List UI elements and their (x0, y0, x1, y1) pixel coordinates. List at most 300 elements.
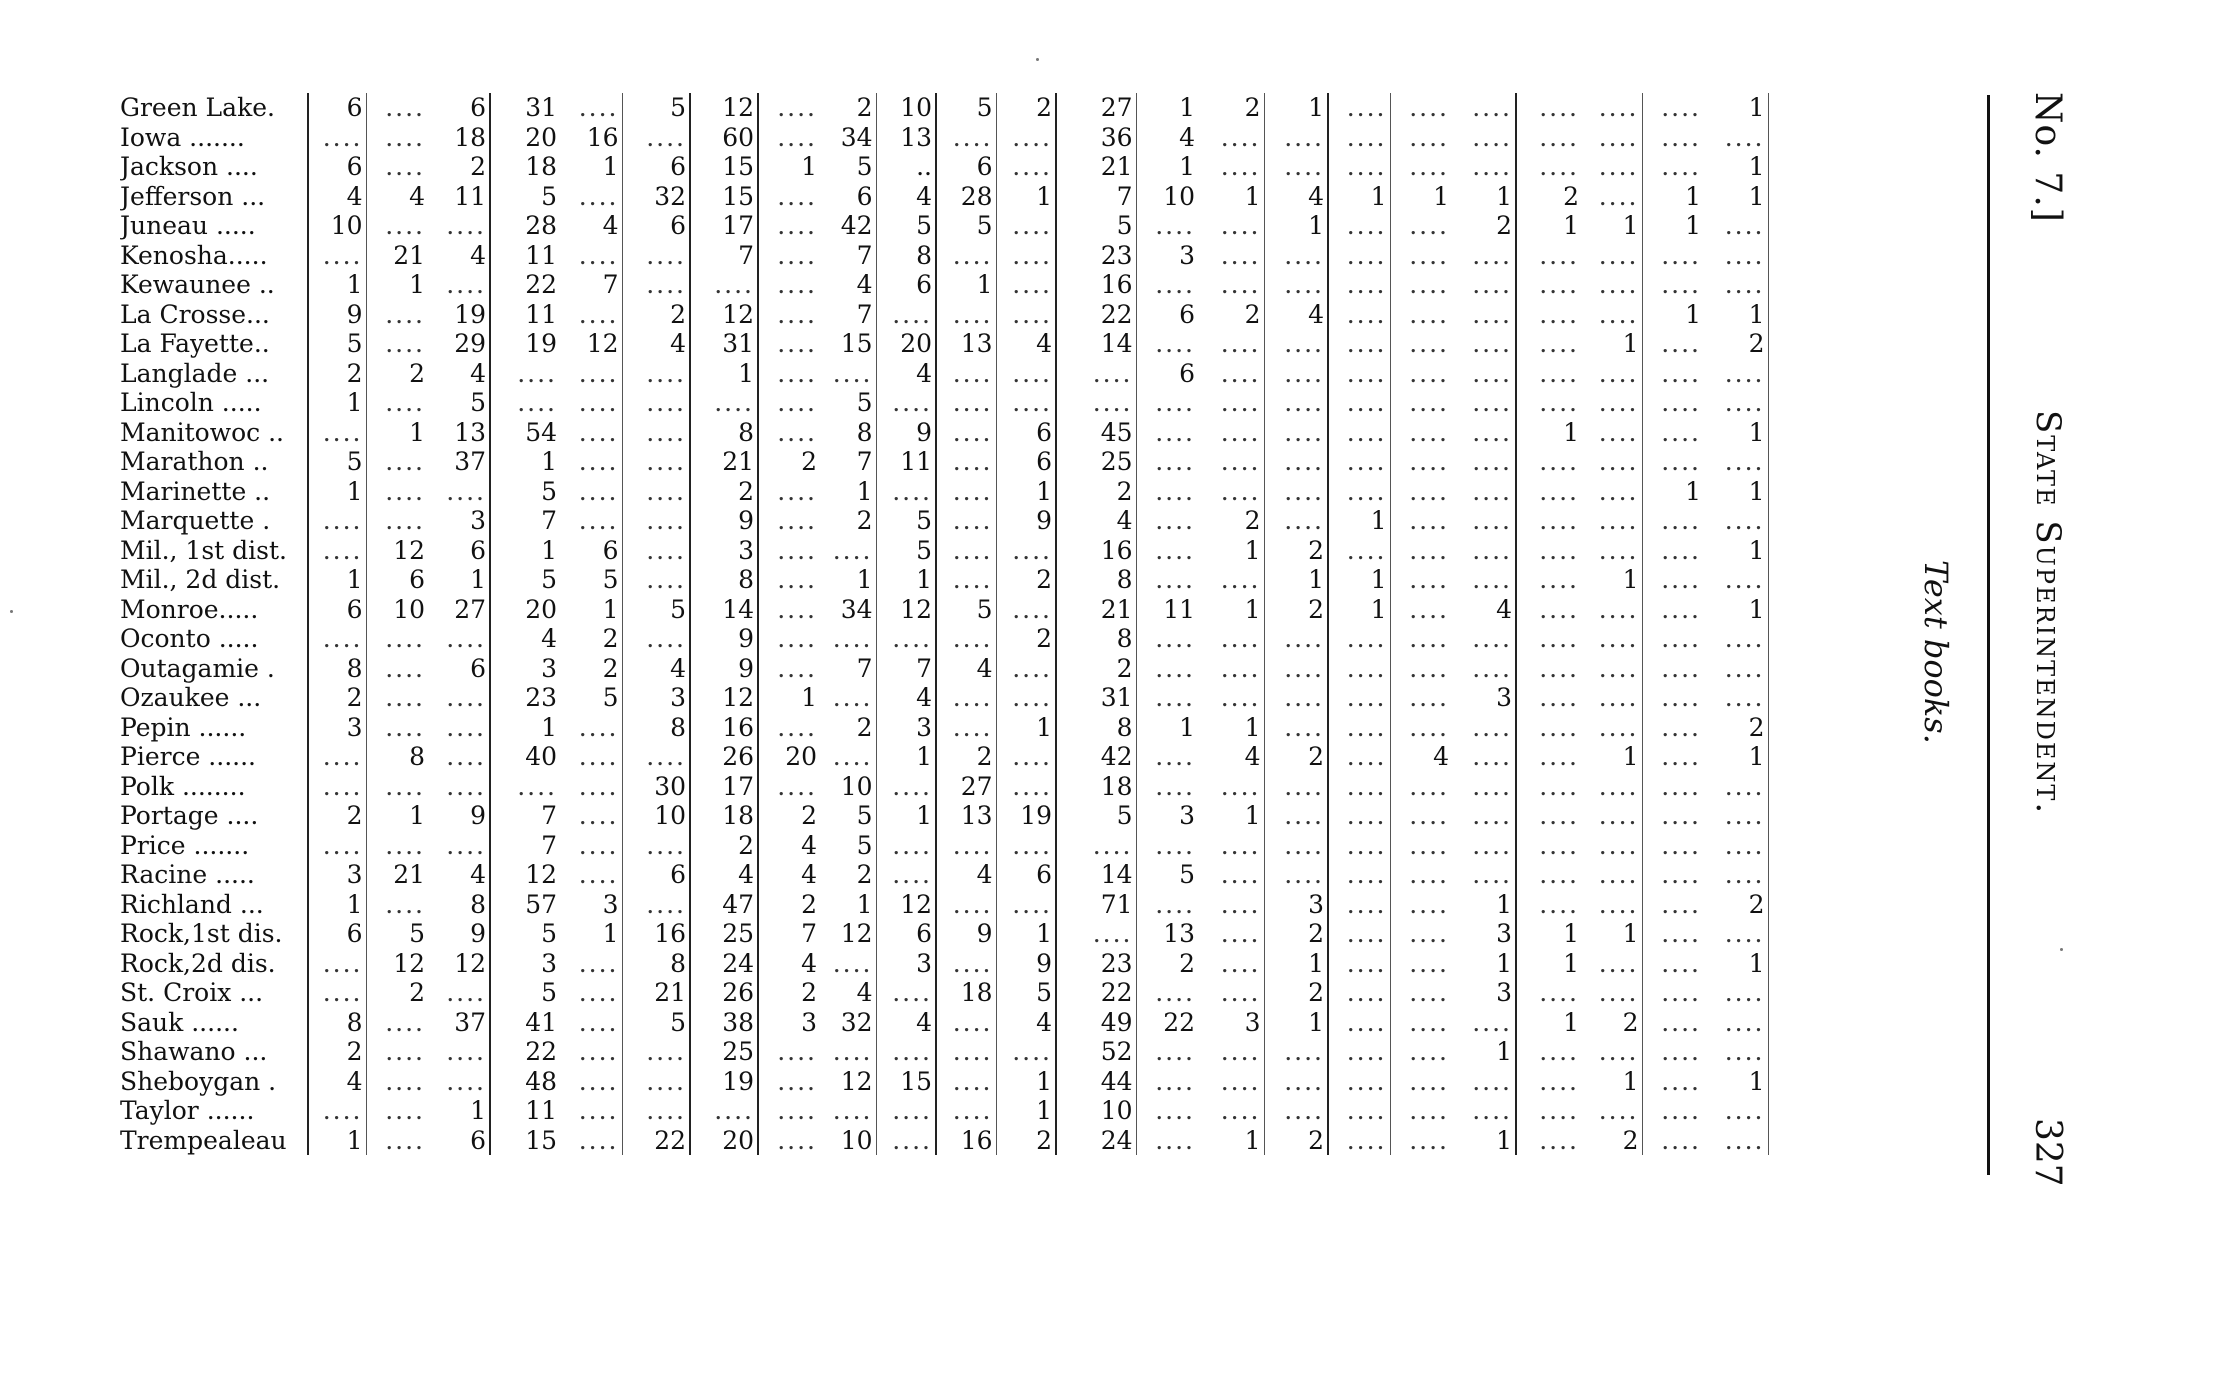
table-cell: 4 (801, 830, 817, 860)
table-cell (1136, 447, 1198, 477)
table-cell (1516, 1037, 1582, 1067)
table-cell (758, 1037, 820, 1067)
table-cell (490, 359, 560, 389)
table-cell (622, 1037, 690, 1067)
table-cell: 12 (690, 300, 758, 330)
table-cell (1582, 595, 1642, 625)
table-cell (1264, 241, 1328, 271)
table-cell: 1 (876, 565, 936, 595)
table-cell (1198, 890, 1264, 920)
table-cell: 4 (820, 270, 876, 300)
table-cell: 41 (525, 1007, 557, 1037)
table-cell: 27 (936, 772, 996, 802)
table-cell: 9 (690, 624, 758, 654)
table-cell: 6 (428, 536, 490, 566)
table-cell: 12 (876, 890, 936, 920)
table-cell: 2 (308, 801, 366, 831)
table-cell (1452, 565, 1516, 595)
table-cell (1452, 624, 1516, 654)
table-cell (1704, 211, 1768, 241)
county-name: Portage .... (120, 801, 308, 831)
table-cell: 1 (1582, 1067, 1642, 1097)
table-cell: 1 (1452, 182, 1516, 212)
table-cell: 13 (1163, 919, 1195, 948)
table-cell (560, 1037, 622, 1067)
table-cell (1198, 359, 1264, 389)
county-name: Racine ..... (120, 860, 308, 890)
table-cell (1642, 1067, 1704, 1097)
table-row (120, 919, 1768, 949)
table-cell: 1 (308, 388, 366, 418)
table-cell (1198, 565, 1264, 595)
table-row (120, 624, 1768, 654)
table-cell: 5 (996, 978, 1056, 1008)
table-cell: 8 (308, 1008, 366, 1038)
table-cell (1198, 860, 1264, 890)
table-cell (1642, 447, 1704, 477)
county-name: Manitowoc .. (120, 418, 308, 448)
table-cell: 1 (1264, 1008, 1328, 1038)
table-cell: 5 (541, 919, 557, 948)
table-cell: 1 (1563, 948, 1579, 978)
table-cell: 2 (308, 683, 366, 713)
table-cell (1390, 860, 1452, 890)
table-cell: 21 (393, 240, 425, 270)
table-cell (622, 1067, 690, 1097)
table-cell (428, 1037, 490, 1067)
table-cell (1198, 418, 1264, 448)
table-cell: 21 (393, 860, 425, 889)
table-cell: 8 (690, 418, 758, 448)
table-cell (622, 536, 690, 566)
table-cell (1452, 506, 1516, 536)
table-cell (1328, 270, 1390, 300)
table-cell: 2 (1582, 1126, 1642, 1156)
table-cell (876, 624, 936, 654)
table-cell (758, 359, 820, 389)
table-row (120, 565, 1768, 595)
table-cell (996, 772, 1056, 802)
table-cell: 10 (308, 211, 366, 241)
table-row (120, 270, 1768, 300)
table-row (120, 359, 1768, 389)
table-cell: 3 (876, 949, 936, 979)
table-cell: 54 (525, 417, 557, 447)
table-cell: 1 (1704, 1067, 1768, 1097)
table-cell (1582, 418, 1642, 448)
table-cell: 4 (409, 181, 425, 211)
table-cell (1390, 447, 1452, 477)
table-cell: 6 (622, 152, 690, 182)
table-cell (876, 1096, 936, 1126)
table-cell (1516, 152, 1582, 182)
table-cell (1264, 624, 1328, 654)
table-cell (366, 93, 428, 123)
table-cell (1390, 270, 1452, 300)
table-cell: 2 (690, 831, 758, 861)
table-cell (1390, 123, 1452, 153)
table-cell (936, 1037, 996, 1067)
table-cell (1056, 359, 1136, 389)
table-cell (622, 241, 690, 271)
table-cell: 31 (1056, 683, 1136, 713)
table-cell: 27 (428, 595, 490, 625)
table-cell (1582, 447, 1642, 477)
county-name: Polk ........ (120, 772, 308, 802)
table-cell: 2 (1198, 506, 1264, 536)
table-cell: 22 (1056, 300, 1136, 330)
table-cell: 6 (936, 152, 996, 182)
table-cell (1452, 772, 1516, 802)
county-name: St. Croix ... (120, 978, 308, 1008)
table-cell (366, 388, 428, 418)
table-cell (1328, 683, 1390, 713)
table-cell: 13 (936, 329, 996, 359)
table-cell: 15 (690, 152, 758, 182)
table-cell: 5 (1179, 860, 1195, 889)
table-cell (1328, 123, 1390, 153)
table-cell: 22 (525, 270, 557, 299)
table-cell: 6 (996, 418, 1056, 448)
table-cell: 1 (1582, 919, 1642, 949)
table-cell: 7 (820, 300, 876, 330)
table-cell (936, 949, 996, 979)
table-cell (1328, 978, 1390, 1008)
table-cell: 52 (1056, 1037, 1136, 1067)
table-cell: 5 (1056, 801, 1136, 831)
table-cell (758, 270, 820, 300)
table-cell: 6 (308, 595, 366, 625)
table-cell: 1 (1704, 949, 1768, 979)
table-cell: 5 (541, 476, 557, 506)
table-cell (308, 123, 366, 153)
table-cell (1452, 447, 1516, 477)
table-cell (1136, 683, 1198, 713)
table-cell: 37 (428, 447, 490, 477)
table-cell: 5 (308, 329, 366, 359)
table-cell: 22 (525, 1037, 557, 1066)
table-row (120, 477, 1768, 507)
table-cell (1516, 536, 1582, 566)
table-cell (758, 595, 820, 625)
table-cell: 7 (801, 919, 817, 948)
table-cell: 5 (820, 388, 876, 418)
table-cell: 26 (690, 978, 758, 1008)
table-cell (996, 241, 1056, 271)
table-cell: 2 (996, 1126, 1056, 1156)
county-name: Green Lake. (120, 93, 308, 123)
table-cell: 1 (1198, 1126, 1264, 1156)
table-cell (1390, 772, 1452, 802)
table-cell (1516, 624, 1582, 654)
table-cell (560, 860, 622, 890)
table-cell (1516, 565, 1582, 595)
table-cell (1516, 506, 1582, 536)
table-cell (758, 329, 820, 359)
table-cell: 20 (876, 329, 936, 359)
table-cell: 1 (1704, 418, 1768, 448)
table-cell: 16 (936, 1126, 996, 1156)
table-cell: 1 (1198, 595, 1264, 625)
table-cell (622, 565, 690, 595)
table-cell (1390, 1126, 1452, 1156)
table-cell (366, 1096, 428, 1126)
page-number: 327 (2027, 1118, 2068, 1187)
table-cell: 1 (1704, 182, 1768, 212)
table-cell (1390, 93, 1452, 123)
table-cell (1136, 536, 1198, 566)
table-cell: 3 (801, 1007, 817, 1037)
running-title: State Superintendent. (2028, 410, 2068, 816)
table-cell: 2 (1264, 536, 1328, 566)
table-cell (1516, 1126, 1582, 1156)
table-cell (622, 742, 690, 772)
table-cell (1390, 1067, 1452, 1097)
table-cell (1264, 1096, 1328, 1126)
table-cell (366, 654, 428, 684)
table-cell: 2 (428, 152, 490, 182)
table-cell (1264, 772, 1328, 802)
table-row (120, 831, 1768, 861)
table-cell (1704, 683, 1768, 713)
table-cell (1390, 1096, 1452, 1126)
table-cell: 5 (876, 536, 936, 566)
table-row (120, 152, 1768, 182)
table-cell (1516, 123, 1582, 153)
table-cell: 6 (560, 536, 622, 566)
table-cell: 12 (560, 329, 622, 359)
table-cell: 24 (690, 949, 758, 979)
table-cell (1452, 93, 1516, 123)
table-cell: 1 (1563, 919, 1579, 948)
table-cell: 1 (1328, 182, 1390, 212)
table-cell (1056, 388, 1136, 418)
table-cell: 28 (936, 182, 996, 212)
table-cell (1452, 329, 1516, 359)
table-cell: 7 (1056, 182, 1136, 212)
table-cell (1136, 772, 1198, 802)
table-cell: 1 (1704, 152, 1768, 182)
table-cell (1328, 742, 1390, 772)
table-cell (1642, 654, 1704, 684)
table-cell (308, 536, 366, 566)
table-cell (1704, 1008, 1768, 1038)
table-cell (1390, 801, 1452, 831)
table-cell (1582, 123, 1642, 153)
table-cell: 5 (622, 595, 690, 625)
table-cell: 1 (409, 801, 425, 830)
table-cell: 1 (1264, 93, 1328, 123)
table-cell: 2 (1264, 595, 1328, 625)
table-cell (1198, 270, 1264, 300)
table-cell (936, 418, 996, 448)
table-cell: 37 (428, 1008, 490, 1038)
table-cell (1582, 182, 1642, 212)
table-cell (428, 831, 490, 861)
table-cell (876, 1037, 936, 1067)
table-cell (622, 447, 690, 477)
table-cell (1642, 713, 1704, 743)
table-cell (1390, 211, 1452, 241)
table-cell (1390, 683, 1452, 713)
table-cell (1642, 270, 1704, 300)
table-cell (1642, 742, 1704, 772)
table-cell (1198, 683, 1264, 713)
table-cell (1582, 506, 1642, 536)
table-cell (308, 772, 366, 802)
table-cell: 1 (1563, 417, 1579, 447)
table-cell (1704, 447, 1768, 477)
table-cell: 1 (1582, 329, 1642, 359)
table-cell (936, 831, 996, 861)
table-cell (1642, 565, 1704, 595)
table-cell (1198, 388, 1264, 418)
table-cell: 1 (308, 270, 366, 300)
table-cell (1328, 536, 1390, 566)
table-cell: 1 (1433, 181, 1449, 211)
table-cell: 6 (622, 211, 690, 241)
table-row (120, 447, 1768, 477)
table-cell (308, 624, 366, 654)
table-cell (1582, 624, 1642, 654)
table-cell: 2 (820, 713, 876, 743)
table-cell: 4 (308, 182, 366, 212)
table-cell: 47 (690, 890, 758, 920)
table-cell: 1 (1198, 801, 1264, 831)
county-name: La Fayette.. (120, 329, 308, 359)
table-cell: 1 (1179, 152, 1195, 181)
table-cell (1582, 772, 1642, 802)
table-cell (560, 388, 622, 418)
table-cell (758, 241, 820, 271)
table-cell: 6 (428, 654, 490, 684)
table-cell (1390, 1008, 1452, 1038)
table-row (120, 182, 1768, 212)
county-name: Outagamie . (120, 654, 308, 684)
county-name: Jackson .... (120, 152, 308, 182)
table-cell (936, 300, 996, 330)
table-cell: 4 (1264, 300, 1328, 330)
table-cell: 1 (1198, 182, 1264, 212)
table-cell (1136, 506, 1198, 536)
table-cell: 17 (690, 772, 758, 802)
table-cell: 57 (525, 889, 557, 919)
table-cell (1328, 300, 1390, 330)
table-cell (1264, 388, 1328, 418)
table-cell: 1 (1328, 506, 1390, 536)
table-cell (428, 772, 490, 802)
table-cell: 1 (1452, 949, 1516, 979)
table-cell: 10 (820, 772, 876, 802)
table-row (120, 536, 1768, 566)
table-row (120, 890, 1768, 920)
table-cell (1452, 831, 1516, 861)
table-cell: 4 (996, 329, 1056, 359)
table-cell (758, 772, 820, 802)
table-cell: 3 (1452, 683, 1516, 713)
table-cell (490, 388, 560, 418)
table-cell: 22 (1163, 1007, 1195, 1037)
county-name: Mil., 2d dist. (120, 565, 308, 595)
table-cell (936, 1096, 996, 1126)
table-cell: 1 (1264, 949, 1328, 979)
table-row (120, 713, 1768, 743)
table-cell (1642, 1126, 1704, 1156)
table-cell (1264, 1067, 1328, 1097)
table-cell (1582, 978, 1642, 1008)
document-number: No. 7.] (2027, 92, 2068, 223)
table-cell (1582, 831, 1642, 861)
table-cell: 34 (820, 595, 876, 625)
table-cell: 5 (936, 211, 996, 241)
table-cell: 25 (1056, 447, 1136, 477)
table-cell (996, 536, 1056, 566)
table-cell (936, 447, 996, 477)
table-row (120, 329, 1768, 359)
table-cell (758, 93, 820, 123)
table-cell (366, 211, 428, 241)
table-row (120, 654, 1768, 684)
table-cell: 22 (1056, 978, 1136, 1008)
table-cell (758, 1067, 820, 1097)
table-cell (936, 683, 996, 713)
table-cell: 4 (622, 329, 690, 359)
table-cell (1452, 536, 1516, 566)
table-cell (1516, 93, 1582, 123)
table-cell (1198, 152, 1264, 182)
county-name: Sauk ...... (120, 1008, 308, 1038)
table-cell (1582, 477, 1642, 507)
table-cell (936, 123, 996, 153)
table-cell (1582, 801, 1642, 831)
table-cell: 10 (876, 93, 936, 123)
table-cell (1582, 949, 1642, 979)
table-cell (996, 152, 1056, 182)
table-cell: 5 (541, 978, 557, 1007)
table-cell: 7 (876, 654, 936, 684)
table-cell: 1 (1264, 211, 1328, 241)
table-cell (1452, 801, 1516, 831)
county-name: Sheboygan . (120, 1067, 308, 1097)
table-cell: 17 (690, 211, 758, 241)
table-cell (1390, 595, 1452, 625)
table-cell (1136, 654, 1198, 684)
table-row (120, 1096, 1768, 1126)
table-cell (1452, 152, 1516, 182)
table-cell (560, 949, 622, 979)
table-cell (1198, 1037, 1264, 1067)
table-cell: 4 (560, 211, 622, 241)
table-cell: 18 (428, 123, 490, 153)
table-cell: 1 (1704, 477, 1768, 507)
table-cell: 16 (1056, 270, 1136, 300)
table-cell (1582, 1037, 1642, 1067)
table-cell: 6 (876, 919, 936, 949)
table-cell: 2 (801, 801, 817, 830)
table-cell (308, 831, 366, 861)
table-cell: 21 (1056, 152, 1136, 182)
table-cell (996, 1037, 1056, 1067)
table-row (120, 978, 1768, 1008)
table-cell (1452, 241, 1516, 271)
table-cell (560, 182, 622, 212)
table-cell (1136, 831, 1198, 861)
table-cell (1264, 860, 1328, 890)
table-cell: 40 (525, 742, 557, 771)
table-cell: 6 (308, 93, 366, 123)
table-cell (936, 565, 996, 595)
table-cell: 24 (1056, 1126, 1136, 1156)
